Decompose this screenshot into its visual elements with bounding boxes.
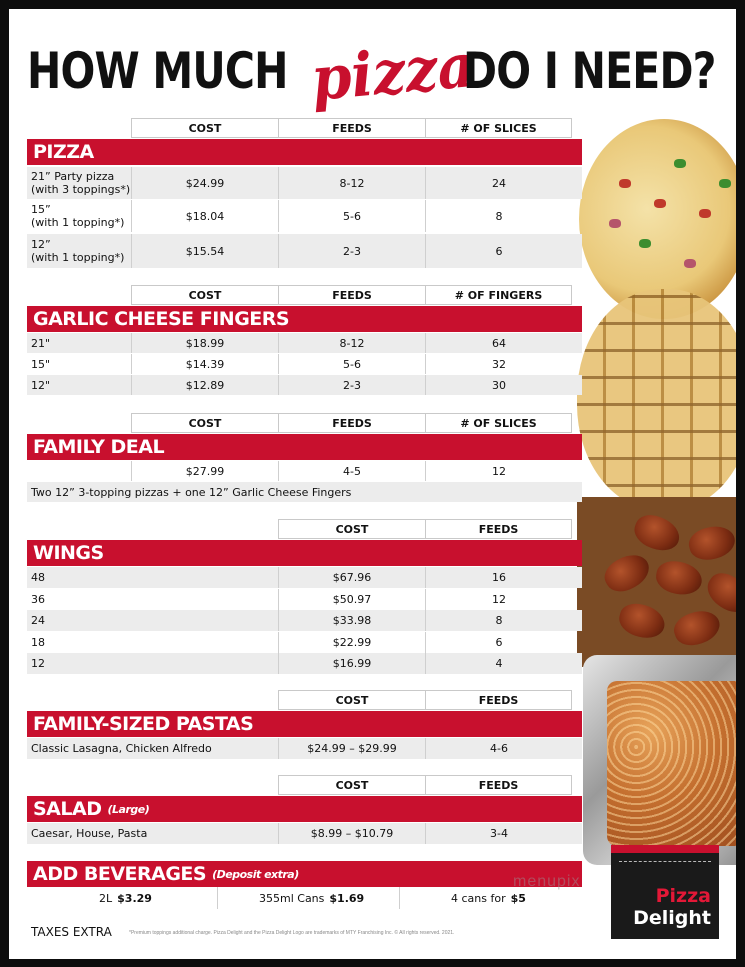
col-cost: COST [278,775,425,795]
beverage-price: $5 [510,891,526,905]
cell-cost: $18.04 [131,200,278,232]
row-sublabel: (with 3 toppings*) [31,183,131,196]
beverages-section-bar [27,861,582,887]
cell-feeds: 4 [425,653,572,674]
cell-feeds: 5-6 [278,354,425,374]
wings-section-bar [27,540,582,566]
row-label: Classic Lasagna, Chicken Alfredo [31,742,212,755]
cell-count: 32 [425,354,572,374]
logo-line-2: Delight [633,907,711,929]
fingers-section-bar [27,306,582,332]
wings-header [278,519,572,539]
cell-cost: $33.98 [278,610,425,631]
cell-feeds: 16 [425,567,572,588]
cell-cost: $27.99 [131,461,278,481]
watermark: menupix [513,873,581,890]
row-label: 12” [31,238,51,251]
page-title [27,31,736,115]
row-label: 36 [31,593,45,606]
cell-cost: $15.54 [131,234,278,268]
beverage-label: 355ml Cans [259,891,325,905]
section-subtitle: (Deposit extra) [212,867,299,881]
cell-feeds: 3-4 [425,823,572,844]
cell-cost: $12.89 [131,375,278,395]
col-feeds: FEEDS [425,519,572,539]
table-row [27,200,582,232]
table-row [27,610,582,631]
row-label: 24 [31,614,45,627]
cell-count: 30 [425,375,572,395]
table-row [27,461,582,481]
cell-feeds: 12 [425,589,572,610]
pizza-header [131,118,572,138]
section-subtitle: (Large) [107,802,150,816]
row-label: 18 [31,636,45,649]
title-part-1: HOW MUCH [27,42,288,100]
col-cost: COST [278,519,425,539]
cell-count: 8 [425,200,572,232]
table-row [27,823,582,844]
cell-feeds: 6 [425,632,572,653]
cell-cost: $50.97 [278,589,425,610]
col-feeds: FEEDS [278,285,425,305]
cell-feeds: 5-6 [278,200,425,232]
row-label: 21" [31,336,51,350]
cell-feeds: 4-6 [425,738,572,759]
col-feeds: FEEDS [278,118,425,138]
cell-count: 24 [425,167,572,199]
logo-line-1: Pizza [655,885,711,907]
cell-feeds: 8-12 [278,333,425,353]
fine-print: *Premium toppings additional charge. Pizza Delight and the Pizza Delight Logo are trademarks of MTY Franchising Inc. © All rights reserved. 2021. [129,930,455,936]
cell-feeds: 2-3 [278,234,425,268]
col-cost: COST [131,413,278,433]
title-part-2: DO I NEED? [462,42,716,100]
taxes-note: TAXES EXTRA [31,925,112,939]
section-title: SALAD [33,798,102,820]
title-script-word: pizza [308,31,478,115]
col-feeds: FEEDS [278,413,425,433]
beverage-label: 2L [99,891,113,905]
wings-image [594,507,736,657]
beverage-label: 4 cans for [451,891,506,905]
pizza-section-bar [27,139,582,165]
col-cost: COST [131,285,278,305]
section-title: FAMILY DEAL [33,436,165,458]
salad-header [278,775,572,795]
pastas-header [278,690,572,710]
menu-page [9,9,736,959]
row-sublabel: (with 1 topping*) [31,216,125,229]
table-row [27,632,582,653]
section-title: GARLIC CHEESE FINGERS [33,308,290,330]
beverage-item [259,887,364,909]
table-row [27,167,582,199]
col-fingers: # OF FINGERS [425,285,572,305]
table-row [27,354,582,374]
section-title: FAMILY-SIZED PASTAS [33,713,254,735]
cell-feeds: 8 [425,610,572,631]
table-row [27,738,582,759]
cell-cost: $22.99 [278,632,425,653]
row-label: Caesar, House, Pasta [31,827,148,840]
col-cost: COST [131,118,278,138]
cell-cost: $24.99 – $29.99 [278,738,425,759]
cell-feeds: 8-12 [278,167,425,199]
family-header [131,413,572,433]
garlic-fingers-image [577,289,736,511]
cell-count: 6 [425,234,572,268]
fingers-header [131,285,572,305]
table-row [27,589,582,610]
cell-cost: $16.99 [278,653,425,674]
cell-count: 64 [425,333,572,353]
col-feeds: FEEDS [425,690,572,710]
cell-feeds: 4-5 [278,461,425,481]
cell-cost: $14.39 [131,354,278,374]
pastas-section-bar [27,711,582,737]
col-slices: # OF SLICES [425,118,572,138]
salad-section-bar [27,796,582,822]
cell-cost: $8.99 – $10.79 [278,823,425,844]
col-slices: # OF SLICES [425,413,572,433]
col-feeds: FEEDS [425,775,572,795]
cell-cost: $67.96 [278,567,425,588]
cell-cost: $24.99 [131,167,278,199]
row-label: 48 [31,571,45,584]
beverage-item [99,887,152,909]
row-label: 12" [31,378,51,392]
section-title: WINGS [33,542,104,564]
table-row [27,333,582,353]
pizza-delight-logo [611,845,719,939]
family-deal-note: Two 12” 3-topping pizzas + one 12” Garlic Cheese Fingers [27,482,582,502]
cell-cost: $18.99 [131,333,278,353]
table-row [27,234,582,268]
table-row [27,653,582,674]
section-title: PIZZA [33,141,94,163]
row-sublabel: (with 1 topping*) [31,251,125,264]
family-section-bar [27,434,582,460]
section-title: ADD BEVERAGES [33,863,207,885]
lasagna-image [607,681,736,846]
cell-feeds: 2-3 [278,375,425,395]
row-label: 12 [31,657,45,670]
cell-count: 12 [425,461,572,481]
beverage-price: $3.29 [117,891,152,905]
row-label: 15” [31,203,51,216]
row-label: 21” Party pizza [31,170,115,183]
beverage-price: $1.69 [329,891,365,905]
row-label: 15" [31,357,51,371]
beverages-row [27,887,582,909]
col-cost: COST [278,690,425,710]
table-row [27,375,582,395]
table-row [27,567,582,588]
